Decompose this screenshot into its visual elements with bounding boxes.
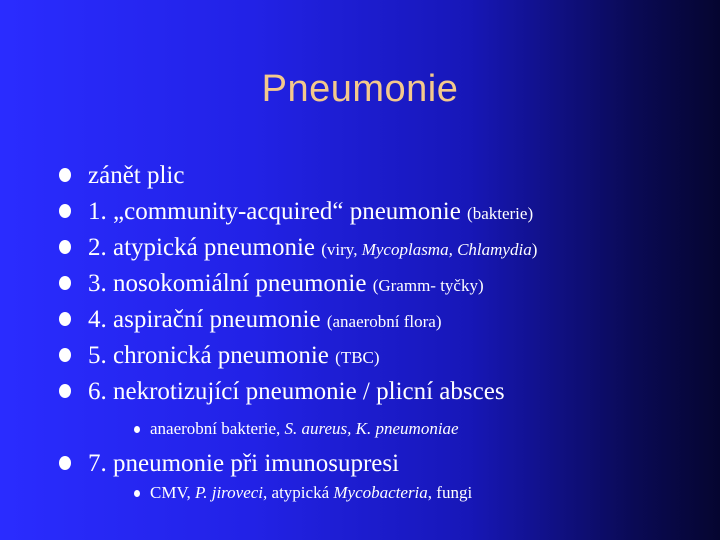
item-text: 1. „community-acquired“ pneumonie (88, 198, 468, 225)
item-note: (anaerobní flora) (326, 312, 442, 331)
bullet-icon (59, 204, 71, 218)
item-text: 3. nosokomiální pneumonie (88, 270, 373, 297)
bullet-icon (59, 276, 71, 290)
item-text: 7. pneumonie při imunosupresi (88, 450, 400, 477)
bullet-icon (59, 168, 71, 182)
item-text: 6. nekrotizující pneumonie / plicní absces (88, 378, 505, 405)
item-text: 4. aspirační pneumonie (88, 306, 327, 333)
sub-item-italic: S. aureus, K. pneumoniae (284, 419, 459, 438)
item-note-end: ) (531, 240, 538, 259)
sub-item-text-mid: , atypická (263, 483, 334, 502)
item-note: (TBC) (335, 348, 380, 367)
sub-bullet-icon (134, 490, 140, 497)
sub-item-italic: Mycobacteria (333, 483, 428, 502)
sub-item-text: CMV, (150, 483, 196, 502)
bullet-icon (59, 348, 71, 362)
item-note: (bakterie) (467, 204, 534, 223)
item-note-italic: Mycoplasma, Chlamydia (361, 240, 532, 259)
sub-item-italic: P. jiroveci (195, 483, 264, 502)
sub-bullet-icon (134, 426, 140, 433)
bullet-icon (59, 456, 71, 470)
bullet-icon (59, 240, 71, 254)
item-text: zánět plic (88, 162, 185, 189)
sub-item-text-end: , fungi (427, 483, 473, 502)
item-note: (Gramm- tyčky) (372, 276, 484, 295)
item-text: 2. atypická pneumonie (88, 234, 322, 261)
bullet-icon (59, 312, 71, 326)
bullet-icon (59, 384, 71, 398)
item-text: 5. chronická pneumonie (88, 342, 336, 369)
slide-title: Pneumonie (261, 68, 459, 110)
sub-item-text: anaerobní bakterie, (150, 419, 285, 438)
item-note: (viry, (321, 240, 362, 259)
